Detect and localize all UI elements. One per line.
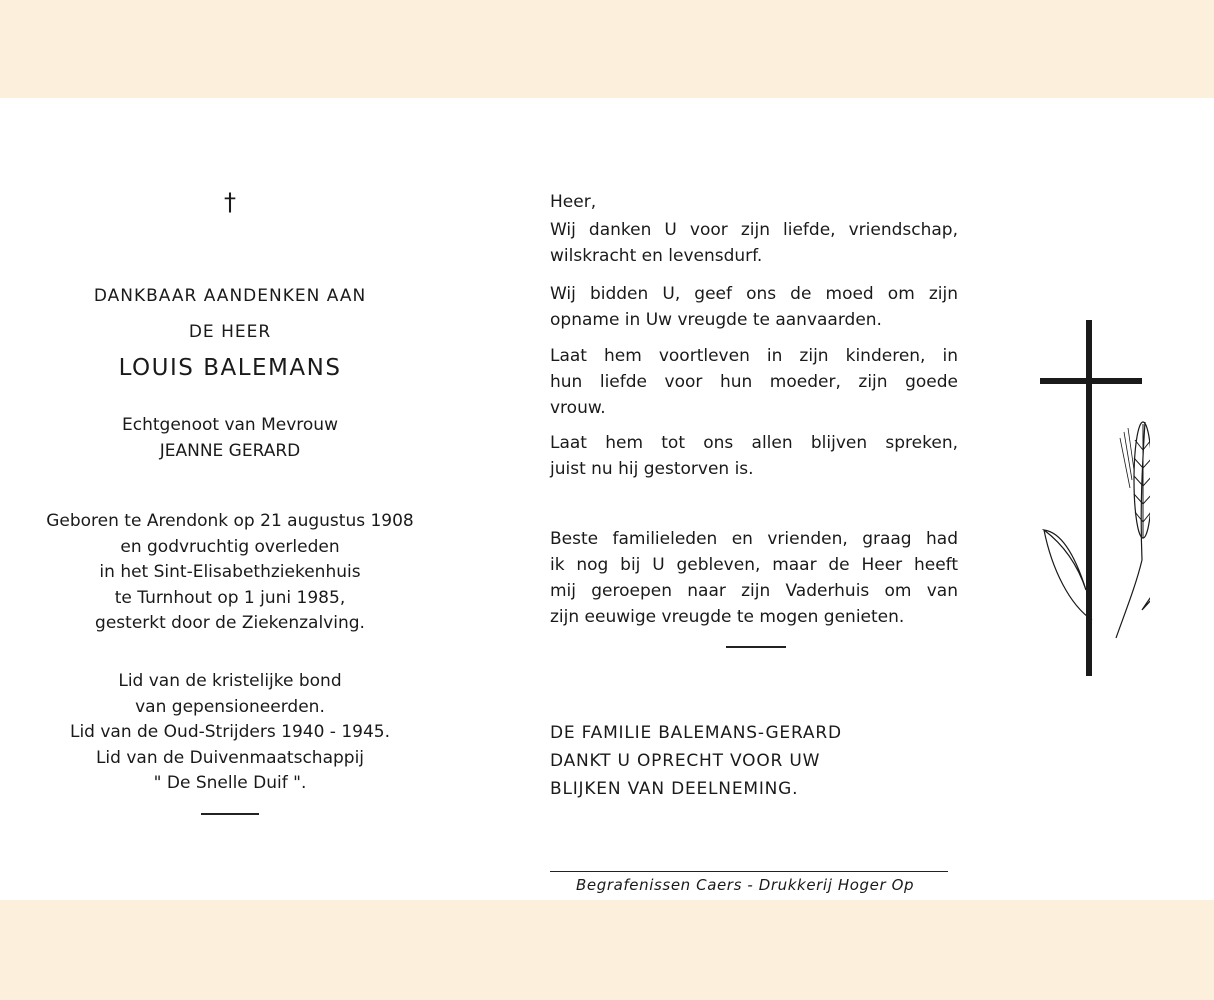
- divider: [201, 813, 259, 815]
- footer-rule: [550, 871, 948, 872]
- text-line: " De Snelle Duif ".: [153, 773, 307, 793]
- prayer-paragraph-1: [550, 217, 958, 269]
- heading-title: DE HEER: [188, 322, 272, 342]
- birth-death-paragraph: [0, 509, 460, 637]
- text-line: Laat hem voortleven in zijn kinderen, in: [550, 346, 958, 366]
- divider: [726, 646, 786, 648]
- deceased-name: LOUIS BALEMANS: [118, 355, 342, 381]
- text-line: wilskracht en levensdurf.: [550, 246, 763, 266]
- text-line: Lid van de Duivenmaatschappij: [95, 747, 365, 768]
- family-thanks: [550, 719, 842, 803]
- prayer-paragraph-2: [550, 281, 958, 333]
- text-line: zijn eeuwige vreugde te mogen genieten.: [550, 607, 905, 627]
- text-line: DE FAMILIE BALEMANS-GERARD: [550, 723, 842, 743]
- spouse-line-1: Echtgenoot van Mevrouw: [122, 415, 338, 435]
- text-line: Beste familieleden en vrienden, graag had: [550, 529, 958, 549]
- prayer-opening: [550, 189, 958, 215]
- text-line: Lid van de kristelijke bond: [118, 671, 342, 691]
- memorial-card: [0, 98, 1214, 900]
- text-line: van gepensioneerden.: [135, 696, 325, 717]
- text-line: Geboren te Arendonk op 21 augustus 1908: [46, 511, 414, 531]
- text-line: mij geroepen naar zijn Vaderhuis om van: [550, 581, 958, 601]
- memberships-paragraph: [0, 669, 460, 797]
- text-line: Wij bidden U, geef ons de moed om zijn: [550, 284, 958, 304]
- text-line: DANKT U OPRECHT VOOR UW: [550, 751, 821, 771]
- cross-with-wheat-icon: [1030, 320, 1150, 680]
- text-line: juist nu hij gestorven is.: [550, 459, 754, 479]
- text-line: vrouw.: [550, 398, 606, 418]
- cross-icon: †: [224, 188, 236, 216]
- spouse-line-2: JEANNE GERARD: [159, 441, 301, 461]
- text-line: hun liefde voor hun moeder, zijn goede: [550, 372, 958, 392]
- text-line: te Turnhout op 1 juni 1985,: [114, 587, 346, 608]
- prayer-paragraph-4: [550, 430, 958, 482]
- printer-credit: Begrafenissen Caers - Drukkerij Hoger Op: [576, 876, 915, 894]
- text-line: Heer,: [550, 192, 597, 212]
- text-line: in het Sint-Elisabethziekenhuis: [99, 562, 361, 582]
- text-line: en godvruchtig overleden: [120, 536, 340, 557]
- text-line: opname in Uw vreugde te aanvaarden.: [550, 310, 882, 330]
- text-line: Wij danken U voor zijn liefde, vriendschap,: [550, 220, 958, 240]
- text-line: Lid van de Oud-Strijders 1940 - 1945.: [69, 722, 391, 742]
- text-line: BLIJKEN VAN DEELNEMING.: [550, 779, 799, 799]
- text-line: gesterkt door de Ziekenzalving.: [95, 613, 365, 633]
- prayer-paragraph-3: [550, 343, 958, 421]
- heading-remembrance: DANKBAAR AANDENKEN AAN: [93, 286, 367, 306]
- farewell-paragraph: [550, 526, 958, 630]
- text-line: ik nog bij U gebleven, maar de Heer heeft: [550, 555, 958, 575]
- text-line: Laat hem tot ons allen blijven spreken,: [550, 433, 958, 453]
